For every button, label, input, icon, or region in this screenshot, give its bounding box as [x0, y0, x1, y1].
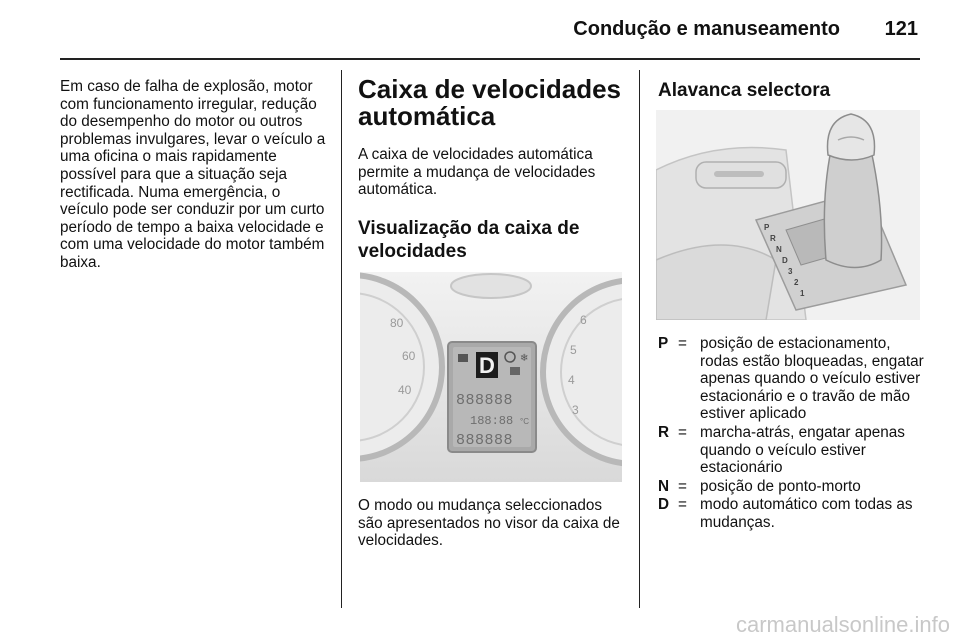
definition-key: P — [658, 335, 669, 352]
definition-separator: = — [678, 423, 687, 441]
gate-letter-3: 3 — [788, 267, 793, 276]
definition-key: D — [658, 496, 670, 514]
lever-boot — [824, 150, 881, 268]
definition-separator: = — [678, 477, 687, 495]
definition-key: R — [658, 423, 670, 441]
definition-row-r — [658, 424, 924, 477]
watermark: carmanualsonline.info — [735, 612, 950, 637]
segment-row-1: 888888 — [456, 392, 514, 409]
definition-text: posição de ponto-morto — [700, 477, 861, 495]
middle-column — [358, 76, 630, 263]
display-caption-block — [358, 497, 630, 550]
temp-unit: °C — [520, 417, 529, 426]
gearbox-intro-paragraph: A caixa de velocidades automática permite a mudança de velocidades automática. — [358, 146, 596, 199]
gate-letter-p: P — [764, 223, 770, 232]
section-heading-automatic-gearbox: Caixa de velocidades automática — [358, 74, 622, 131]
gate-letter-d: D — [782, 256, 788, 265]
gate-letter-1: 1 — [800, 289, 805, 298]
column-divider-right — [639, 70, 640, 608]
definition-text: marcha-atrás, engatar apenas quando o veículo estiver estacionário — [700, 423, 905, 477]
right-column — [658, 79, 924, 102]
running-header-title: Condução e manuseamento — [573, 18, 840, 40]
engine-fault-paragraph: Em caso de falha de explosão, motor com funcionamento irregular, redução do desempenho do motor ou outros problemas invulgares, levar o veículo a uma oficina o mais rapidamente possível para que a situação seja rectificada. Numa emergência, o veículo pode ser conduzir por um curto período de tempo a baixa velocidade e com uma velocidade do motor também baixa. — [60, 78, 326, 271]
definition-row-d — [658, 496, 924, 531]
gearbox-display-figure — [360, 272, 622, 482]
right-dial-label-3: 4 — [568, 373, 575, 387]
display-caption: O modo ou mudança seleccionados são apresentados no visor da caixa de velocidades. — [358, 497, 620, 550]
right-dial-label-4: 3 — [572, 403, 579, 417]
definition-row-n — [658, 478, 924, 496]
gear-indicator-symbol: D — [479, 353, 495, 378]
definition-text: posição de estacionamento, rodas estão bloqueadas, engatar apenas quando o veículo estiver estacionário e o travão de mão estiver aplicado — [700, 335, 924, 423]
left-dial-label-2: 60 — [402, 349, 416, 363]
selector-lever-figure — [656, 110, 920, 320]
definition-separator: = — [678, 335, 687, 352]
fuel-icon — [458, 354, 468, 362]
selector-lever-illustration — [656, 110, 920, 320]
gate-letter-r: R — [770, 234, 776, 243]
left-dial-label-3: 40 — [398, 383, 412, 397]
top-gauge — [451, 274, 531, 298]
gate-letter-2: 2 — [794, 278, 799, 287]
engine-icon — [510, 367, 520, 375]
section-heading-selector-lever: Alavanca selectora — [658, 80, 831, 101]
definition-row-p — [658, 335, 924, 423]
segment-row-3: 888888 — [456, 432, 514, 449]
header-divider — [60, 58, 920, 60]
left-column — [60, 78, 330, 272]
subheading-gearbox-display: Visualização da caixa de velocidades — [358, 217, 580, 262]
left-dial-label-1: 80 — [390, 316, 404, 330]
column-divider-left — [341, 70, 342, 608]
gate-letter-n: N — [776, 245, 782, 254]
segment-row-2: 188:88 — [470, 414, 514, 428]
page-number: 121 — [884, 18, 918, 40]
right-dial-label-2: 5 — [570, 343, 577, 357]
right-dial-label-1: 6 — [580, 313, 587, 327]
definition-text: modo automático com todas as mudanças. — [700, 496, 913, 531]
gear-position-definitions — [658, 335, 924, 533]
definition-separator: = — [678, 496, 687, 514]
instrument-cluster-illustration — [360, 272, 622, 482]
definition-key: N — [658, 477, 670, 495]
snowflake-icon: ❄ — [520, 353, 529, 364]
